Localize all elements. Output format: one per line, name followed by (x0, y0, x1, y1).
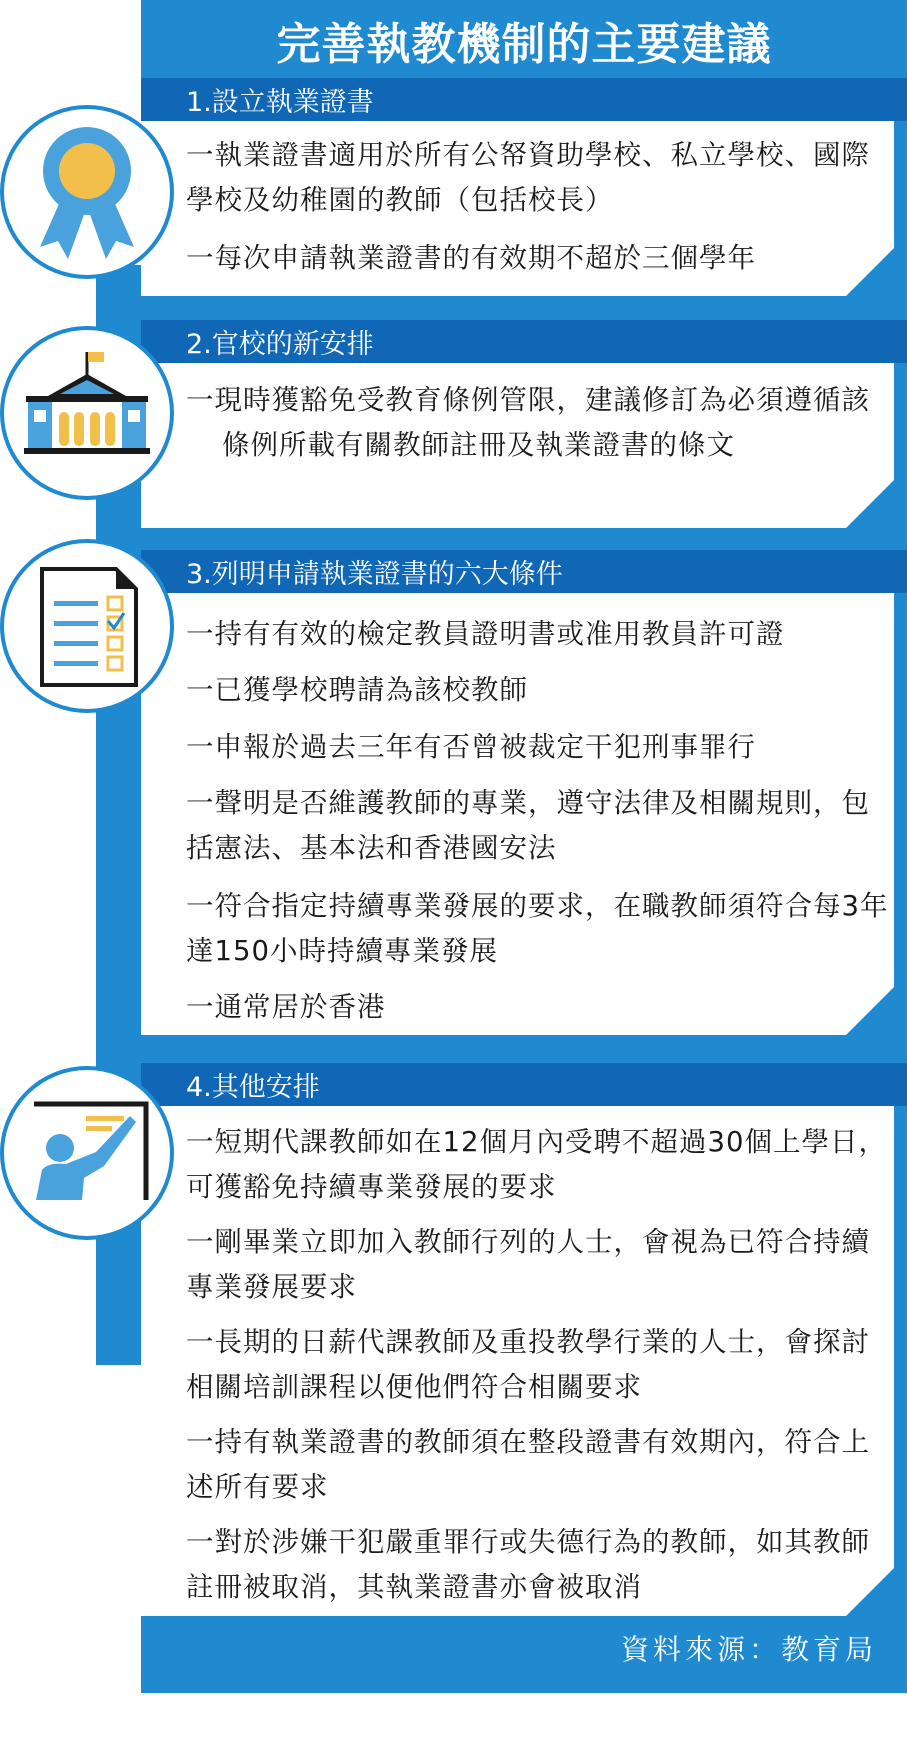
section-4-item: 一持有執業證書的教師須在整段證書有效期內，符合上述所有要求 (186, 1426, 870, 1503)
section-3-heading: 3.列明申請執業證書的六大條件 (168, 550, 603, 593)
teacher-blackboard-icon (0, 1066, 174, 1240)
section-4-item: 一短期代課教師如在12個月內受聘不超過30個上學日，可獲豁免持續專業發展的要求 (186, 1126, 887, 1203)
section-3-item: 一申報於過去三年有否曾被裁定干犯刑事罪行 (186, 731, 756, 763)
section-3-item: 一已獲學校聘請為該校教師 (186, 674, 528, 706)
section-3-item: 一符合指定持續專業發展的要求，在職教師須符合每3年達150小時持續專業發展 (186, 890, 889, 967)
page-title: 完善執教機制的主要建議 (276, 19, 772, 70)
section-1-item: 一每次申請執業證書的有效期不超於三個學年 (186, 242, 756, 274)
school-building-icon (0, 326, 174, 500)
section-2-item: 一現時獲豁免受教育條例管限，建議修訂為必須遵循該條例所載有關教師註冊及執業證書的條文 (186, 384, 870, 461)
section-2-heading: 2.官校的新安排 (168, 320, 414, 363)
section-3-item: 一通常居於香港 (186, 991, 386, 1023)
award-ribbon-icon (0, 105, 174, 279)
section-1-item: 一執業證書適用於所有公帑資助學校、私立學校、國際學校及幼稚園的教師（包括校長） (186, 139, 870, 216)
section-3-item: 一聲明是否維護教師的專業，遵守法律及相關規則，包括憲法、基本法和香港國安法 (186, 787, 870, 864)
section-4-item: 一剛畢業立即加入教師行列的人士，會視為已符合持續專業發展要求 (186, 1226, 870, 1303)
section-4-heading: 4.其他安排 (168, 1063, 360, 1106)
checklist-icon (0, 539, 174, 713)
section-4-item: 一長期的日薪代課教師及重投教學行業的人士，會探討相關培訓課程以便他們符合相關要求 (186, 1326, 870, 1403)
section-3-item: 一持有有效的檢定教員證明書或准用教員許可證 (186, 618, 785, 650)
section-4-item: 一對於涉嫌干犯嚴重罪行或失德行為的教師，如其教師註冊被取消，其執業證書亦會被取消 (186, 1526, 870, 1603)
source-credit: 資料來源：教育局 (620, 1633, 877, 1666)
section-1-heading: 1.設立執業證書 (168, 78, 414, 121)
